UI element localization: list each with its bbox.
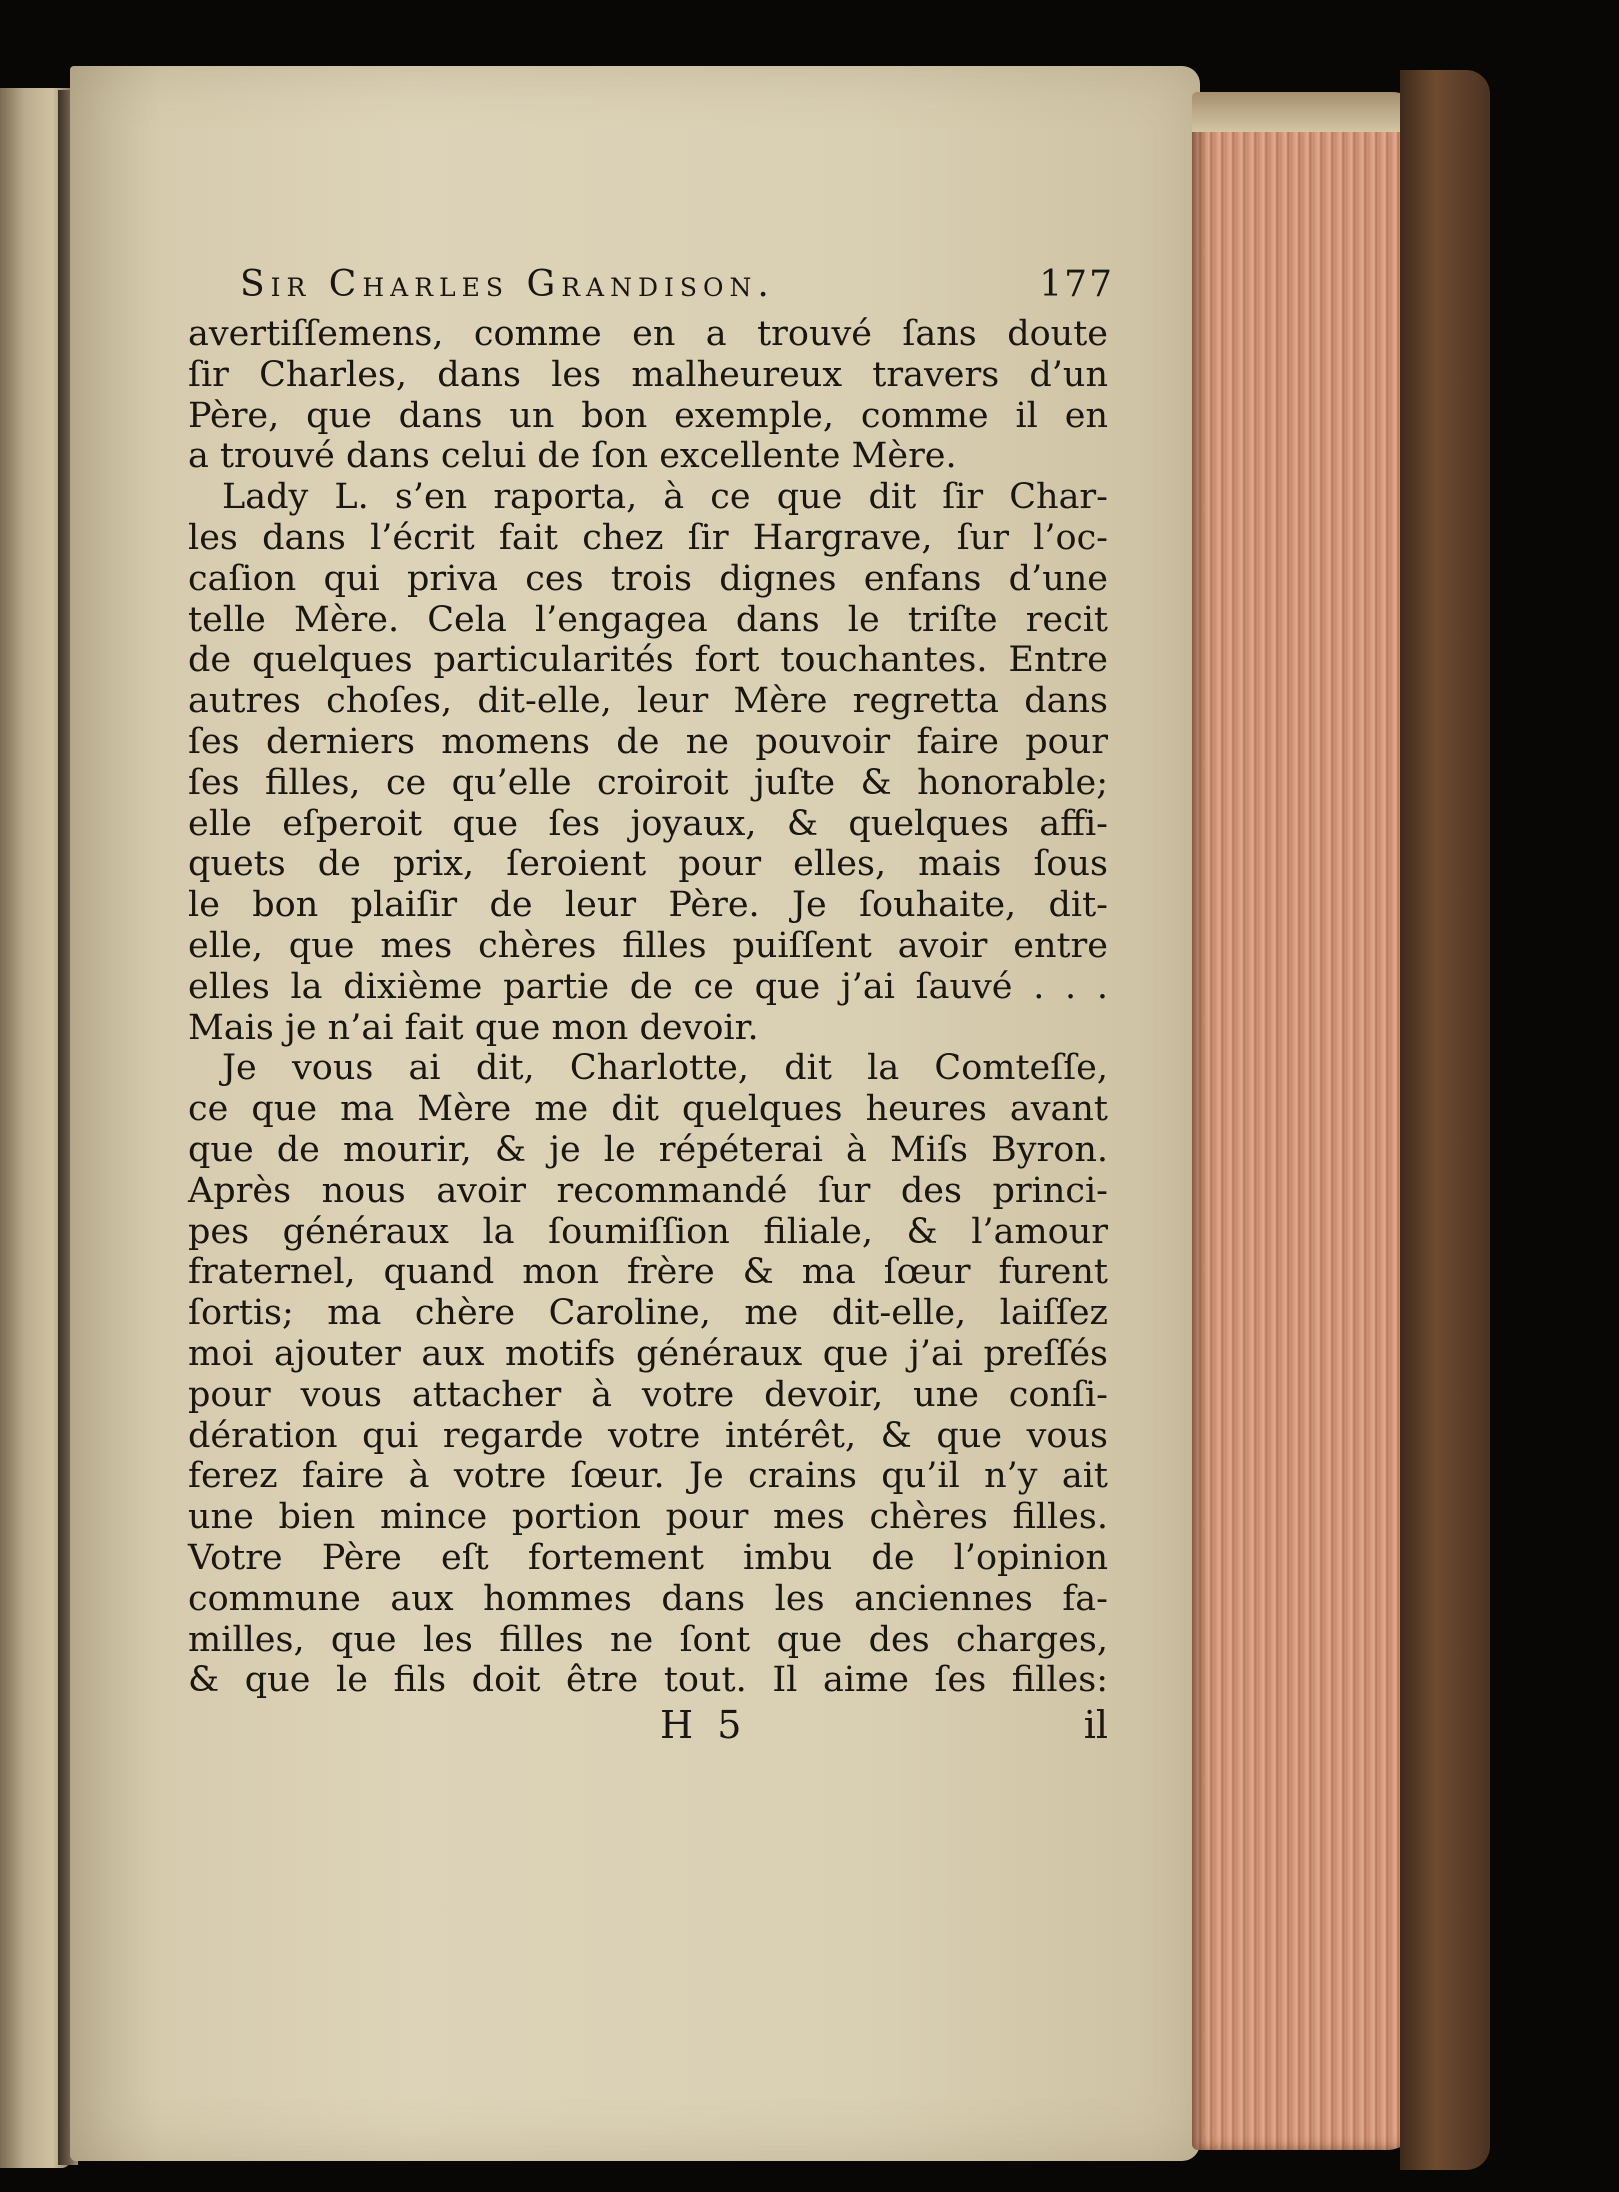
text-line: les dans l’écrit fait chez ſir Hargrave, ſur l’oc- bbox=[188, 517, 1108, 558]
text-line: de quelques particularités fort touchantes. Entre bbox=[188, 640, 1108, 681]
text-line: & que le fils doit être tout. Il aime ſes filles: bbox=[188, 1660, 1108, 1701]
page-footer bbox=[188, 1701, 1108, 1749]
text-line: Après nous avoir recommandé ſur des princi- bbox=[188, 1170, 1108, 1211]
text-line: Lady L. s’en raporta, à ce que dit ſir Char- bbox=[222, 477, 1108, 518]
text-line: quets de prix, ſeroient pour elles, mais ſous bbox=[188, 844, 1108, 885]
text-line: ſes filles, ce qu’elle croiroit juſte & honorable; bbox=[188, 762, 1108, 803]
text-line: Votre Père eſt fortement imbu de l’opinion bbox=[188, 1537, 1108, 1578]
text-line: pour vous attacher à votre devoir, une conſi- bbox=[188, 1374, 1108, 1415]
text-line: Père, que dans un bon exemple, comme il en bbox=[188, 395, 1108, 436]
text-line: elle, que mes chères filles puiſſent avoir entre bbox=[188, 925, 1108, 966]
text-line: ſir Charles, dans les malheureux travers d’un bbox=[188, 354, 1108, 395]
running-title: Sir Charles Grandison. bbox=[240, 264, 775, 305]
page-number: 177 bbox=[1039, 264, 1114, 305]
binding-cover bbox=[1400, 70, 1490, 2170]
text-line: Mais je n’ai fait que mon devoir. bbox=[188, 1007, 759, 1048]
right-page bbox=[70, 66, 1200, 2161]
catchword: il bbox=[1083, 1703, 1108, 1748]
text-line: ſortis; ma chère Caroline, me dit-elle, laiſſez bbox=[188, 1293, 1108, 1334]
text-line: fraternel, quand mon frère & ma ſœur furent bbox=[188, 1252, 1108, 1293]
text-line: commune aux hommes dans les anciennes fa- bbox=[188, 1578, 1108, 1619]
text-line: moi ajouter aux motifs généraux que j’ai preſſés bbox=[188, 1333, 1108, 1374]
text-line: a trouvé dans celui de ſon excellente Mère. bbox=[188, 436, 957, 477]
text-line: pes généraux la ſoumiſſion filiale, & l’amour bbox=[188, 1211, 1108, 1252]
page-block-top bbox=[1192, 92, 1422, 132]
text-line: elle eſperoit que ſes joyaux, & quelques affi- bbox=[188, 803, 1108, 844]
text-line: elles la dixième partie de ce que j’ai ſauvé . . . bbox=[188, 966, 1108, 1007]
text-line: le bon plaiſir de leur Père. Je ſouhaite, dit- bbox=[188, 885, 1108, 926]
text-line: ferez faire à votre ſœur. Je crains qu’il n’y ait bbox=[188, 1456, 1108, 1497]
text-line: milles, que les filles ne ſont que des charges, bbox=[188, 1619, 1108, 1660]
text-line: caſion qui priva ces trois dignes enfans d’une bbox=[188, 558, 1108, 599]
text-line: ce que ma Mère me dit quelques heures avant bbox=[188, 1089, 1108, 1130]
text-block bbox=[188, 256, 1114, 1749]
page-fore-edge bbox=[1192, 92, 1417, 2150]
text-line: une bien mince portion pour mes chères filles. bbox=[188, 1497, 1108, 1538]
text-line: avertiſſemens, comme en a trouvé ſans doute bbox=[188, 314, 1108, 354]
text-line: dération qui regarde votre intérêt, & que vous bbox=[188, 1415, 1108, 1456]
text-line: Je vous ai dit, Charlotte, dit la Comteſſe, bbox=[222, 1048, 1108, 1089]
text-line: autres choſes, dit-elle, leur Mère regretta dans bbox=[188, 681, 1108, 722]
running-head bbox=[240, 256, 1114, 314]
signature-mark: H 5 bbox=[660, 1703, 748, 1748]
text-line: ſes derniers momens de ne pouvoir faire pour bbox=[188, 721, 1108, 762]
text-line: telle Mère. Cela l’engagea dans le triſte recit bbox=[188, 599, 1108, 640]
text-line: que de mourir, & je le répéterai à Miſs Byron. bbox=[188, 1129, 1108, 1170]
